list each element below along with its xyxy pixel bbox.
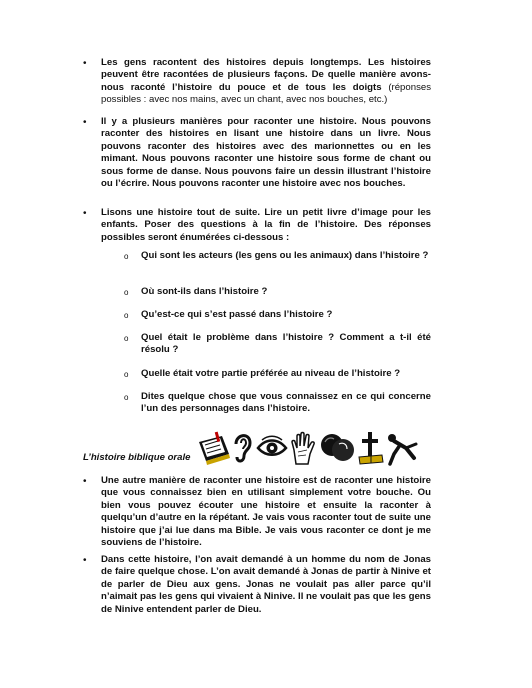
section-paragraph-2: Dans cette histoire, l’on avait demandé à un homme du nom de Jonas de faire quelque chose. L’on avait demandé à Jonas de partir à Ninive et de parler de Dieu aux gens. Jonas ne voulait pas aller parce qu’il n’aimait pas les gens qui vivaient à Ninive. Il ne voulait pas que les gens de Ninive entendent parler de Dieu. bbox=[101, 554, 431, 615]
question-5: Quelle était votre partie préférée au niveau de l’histoire ? bbox=[141, 368, 401, 379]
question-marker: o bbox=[124, 393, 129, 402]
ear-icon bbox=[232, 430, 254, 466]
question-marker: o bbox=[124, 370, 129, 379]
paragraph-3 bbox=[101, 207, 431, 244]
question-2: Où sont-ils dans l’histoire ? bbox=[141, 286, 268, 297]
paragraph-2-bold: Il y a plusieurs manières pour raconter une histoire. Nous pouvons raconter des histoires en lisant une histoire dans un livre. Nous pouvons raconter des histoires avec des marionnettes ou en les mimant. Nous pouvons raconter une histoire sous forme de chant ou sous forme de danse. Nous pouvons faire un dessin illustrant l’histoire ou l’écrire. Nous pouvons raconter une histoire avec nos bouches. bbox=[101, 116, 431, 190]
section-paragraph-1: Une autre manière de raconter une histoire est de raconter une histoire que vous connaissez bien en utilisant simplement votre bouche. Ou bien vous pouvez écouter une histoire et ensuite la raconter à quelqu’un d’autre en la répétant. Je vais vous raconter tout de suite une histoire que j’ai lue dans ma Bible. Je vais vous raconter ce dont je me souviens de l’histoire. bbox=[101, 475, 431, 549]
heads-icon bbox=[319, 430, 355, 466]
bullet-marker: • bbox=[83, 555, 87, 566]
book-icon bbox=[196, 430, 232, 466]
bullet-marker: • bbox=[83, 476, 87, 487]
bullet-marker: • bbox=[83, 58, 87, 69]
question-marker: o bbox=[124, 288, 129, 297]
paragraph-2 bbox=[101, 116, 431, 190]
paragraph-3-bold: Lisons une histoire tout de suite. Lire un petit livre d’image pour les enfants. Poser des questions à la fin de l’histoire. Des réponses possibles seront énumérées ci-dessous : bbox=[101, 207, 431, 243]
bullet-marker: • bbox=[83, 208, 87, 219]
question-marker: o bbox=[124, 252, 129, 261]
question-3: Qu’est-ce qui s’est passé dans l’histoire ? bbox=[141, 309, 333, 320]
eye-icon bbox=[256, 430, 288, 466]
hand-icon bbox=[290, 430, 316, 466]
cross-icon bbox=[358, 430, 384, 466]
question-marker: o bbox=[124, 311, 129, 320]
question-6: Dites quelque chose que vous connaissez en ce qui concerne l’un des personnages dans l’histoire. bbox=[141, 391, 431, 415]
bullet-marker: • bbox=[83, 117, 87, 128]
section-heading: L’histoire biblique orale bbox=[83, 452, 191, 463]
question-marker: o bbox=[124, 334, 129, 343]
paragraph-1 bbox=[101, 57, 431, 107]
question-4: Quel était le problème dans l’histoire ? Comment a t-il été résolu ? bbox=[141, 332, 431, 356]
figure-icon bbox=[386, 430, 420, 466]
paragraph-1-bold: Les gens racontent des histoires depuis longtemps. Les histoires peuvent être racontées de plusieurs façons. De quelle manière avons-nous raconté l’histoire du pouce et de tous les doigts bbox=[101, 57, 431, 93]
paragraph-1-normal: (réponses possibles : avec nos mains, avec un chant, avec nos bouches, etc.) bbox=[101, 81, 431, 106]
section-icon-strip bbox=[196, 430, 426, 466]
question-1: Qui sont les acteurs (les gens ou les animaux) dans l’histoire ? bbox=[141, 250, 429, 261]
